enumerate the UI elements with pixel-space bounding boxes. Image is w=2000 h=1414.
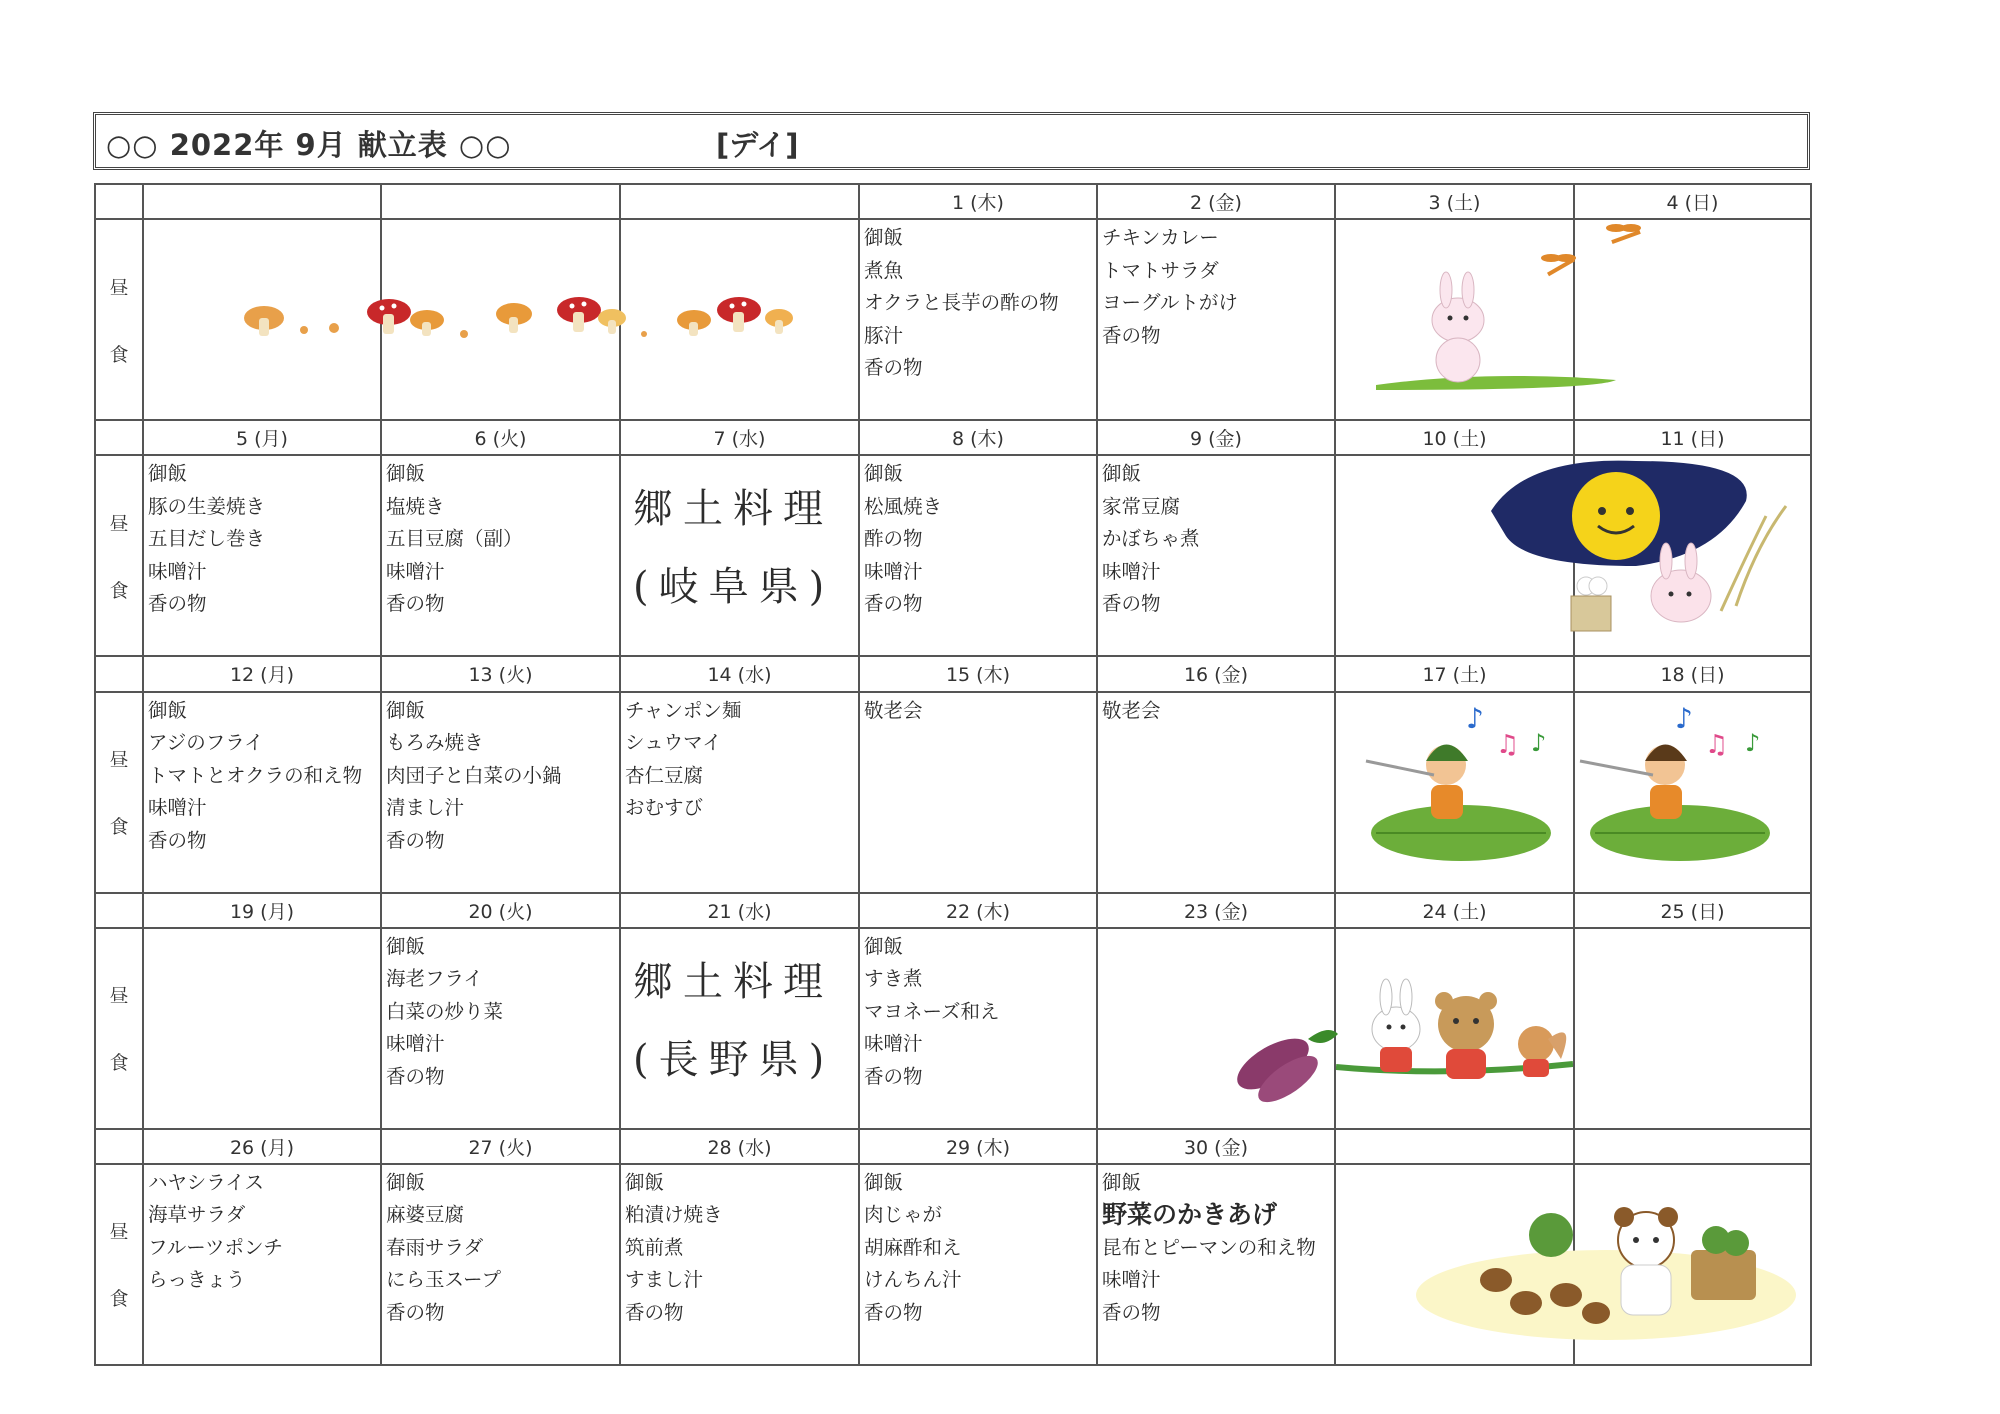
date-cell: 16 (金) (1097, 656, 1335, 691)
menu-item: 杏仁豆腐 (625, 763, 704, 787)
menu-cell (620, 219, 859, 420)
menu-item: 香の物 (864, 592, 923, 616)
date-cell: 30 (金) (1097, 1129, 1335, 1164)
date-cell: 26 (月) (143, 1129, 381, 1164)
menu-item: 味噌汁 (864, 559, 923, 583)
menu-item: アジのフライ (148, 731, 264, 755)
menu-item: 香の物 (625, 1300, 684, 1324)
menu-cell (1574, 219, 1811, 420)
menu-item: 家常豆腐 (1102, 494, 1181, 518)
svg-text:♫: ♫ (1496, 729, 1520, 760)
menu-cell (1574, 692, 1811, 893)
menu-item: 香の物 (148, 828, 207, 852)
menu-item: 香の物 (864, 1064, 923, 1088)
menu-item: シュウマイ (625, 731, 722, 755)
menu-cell (381, 455, 620, 656)
date-row (95, 420, 1811, 455)
menu-item: 香の物 (864, 356, 923, 380)
date-cell: 29 (木) (859, 1129, 1097, 1164)
menu-item: すまし汁 (625, 1268, 704, 1292)
menu-item: 御飯 (386, 462, 426, 486)
menu-item: 酢の物 (864, 527, 923, 551)
meal-row (95, 1164, 1811, 1365)
menu-item: 御飯 (386, 698, 426, 722)
menu-cell (620, 928, 859, 1129)
menu-cell (1335, 1164, 1574, 1365)
meal-label: 昼 食 (95, 928, 143, 1129)
menu-item: 御飯 (148, 698, 188, 722)
menu-item: マヨネーズ和え (864, 999, 1000, 1023)
menu-cell (1574, 928, 1811, 1129)
menu-item: 味噌汁 (1102, 1268, 1161, 1292)
meal-row (95, 219, 1811, 420)
menu-item: 御飯 (1102, 1170, 1142, 1194)
menu-item: 香の物 (148, 592, 207, 616)
meal-label: 昼 食 (95, 692, 143, 893)
menu-item: トマトサラダ (1102, 258, 1219, 282)
menu-item: 御飯 (625, 1170, 665, 1194)
menu-cell (1097, 455, 1335, 656)
menu-item: 粕漬け焼き (625, 1203, 723, 1227)
menu-cell (1574, 1164, 1811, 1365)
date-header-blank (95, 656, 143, 691)
menu-item: 海草サラダ (148, 1203, 246, 1227)
menu-item: 味噌汁 (386, 1032, 445, 1056)
menu-cell (381, 1164, 620, 1365)
menu-item: チャンポン麺 (625, 698, 742, 722)
menu-item: 五目だし巻き (148, 527, 266, 551)
menu-item: 敬老会 (1102, 698, 1161, 722)
menu-item: 御飯 (864, 226, 904, 250)
date-cell: 27 (火) (381, 1129, 620, 1164)
regional-cuisine-note: 郷土料理 (岐阜県) (633, 486, 835, 611)
menu-item: 香の物 (386, 828, 445, 852)
date-cell: 17 (土) (1335, 656, 1574, 691)
page-title: ○○ 2022年 9月 献立表 ○○ (106, 128, 512, 162)
menu-cell (1097, 1164, 1335, 1365)
menu-item: 香の物 (1102, 592, 1161, 616)
menu-item: 筑前煮 (625, 1235, 684, 1259)
menu-item: 味噌汁 (148, 559, 207, 583)
menu-cell (381, 219, 620, 420)
menu-item: 五目豆腐（副） (386, 527, 523, 551)
menu-item: 香の物 (1102, 323, 1161, 347)
menu-cell (1335, 692, 1574, 893)
menu-item: トマトとオクラの和え物 (148, 763, 363, 787)
date-cell: 7 (水) (620, 420, 859, 455)
menu-cell (620, 455, 859, 656)
menu-item: オクラと長芋の酢の物 (864, 291, 1059, 315)
menu-cell (1097, 928, 1335, 1129)
date-cell: 23 (金) (1097, 893, 1335, 928)
menu-item: 御飯 (386, 1170, 426, 1194)
menu-item: 香の物 (386, 1300, 445, 1324)
date-row (95, 1129, 1811, 1164)
menu-cell (381, 928, 620, 1129)
menu-item: 海老フライ (386, 967, 483, 991)
menu-cell (143, 1164, 381, 1365)
menu-item: 味噌汁 (1102, 559, 1161, 583)
date-cell: 18 (日) (1574, 656, 1811, 691)
date-cell: 5 (月) (143, 420, 381, 455)
menu-item: 御飯 (386, 934, 426, 958)
menu-cell (143, 455, 381, 656)
date-header-blank (95, 1129, 143, 1164)
menu-cell (859, 1164, 1097, 1365)
menu-item: 野菜のかきあげ (1102, 1200, 1278, 1230)
svg-text:♫: ♫ (1705, 729, 1729, 760)
menu-cell (1097, 219, 1335, 420)
date-cell: 2 (金) (1097, 184, 1335, 219)
menu-cell (1335, 928, 1574, 1129)
regional-cuisine-note: 郷土料理 (長野県) (633, 958, 835, 1083)
title-box (93, 112, 1810, 170)
date-cell: 28 (水) (620, 1129, 859, 1164)
music-note-icon (1675, 702, 1760, 760)
date-cell: 9 (金) (1097, 420, 1335, 455)
menu-item: 春雨サラダ (386, 1235, 484, 1259)
menu-item: 御飯 (864, 462, 904, 486)
menu-cell (859, 219, 1097, 420)
menu-item: 御飯 (148, 462, 188, 486)
date-row (95, 656, 1811, 691)
menu-item: 香の物 (386, 1064, 445, 1088)
menu-item: にら玉スープ (386, 1268, 502, 1292)
cricket-flute-illustration (1575, 693, 1812, 883)
menu-item: おむすび (625, 796, 704, 820)
menu-item: 昆布とピーマンの和え物 (1102, 1235, 1316, 1259)
date-cell: 21 (水) (620, 893, 859, 928)
svg-text:♪: ♪ (1745, 728, 1761, 757)
menu-item: 肉じゃが (864, 1203, 943, 1227)
cricket-flute-illustration (1356, 693, 1566, 883)
date-cell: 19 (月) (143, 893, 381, 928)
menu-calendar (94, 183, 1812, 1366)
menu-cell (859, 928, 1097, 1129)
date-row (95, 893, 1811, 928)
date-cell: 13 (火) (381, 656, 620, 691)
menu-cell (143, 219, 381, 420)
menu-item: けんちん汁 (864, 1268, 962, 1292)
menu-item: らっきょう (148, 1268, 246, 1292)
date-cell: 1 (木) (859, 184, 1097, 219)
menu-item: フルーツポンチ (148, 1235, 283, 1259)
menu-item: すき煮 (864, 967, 923, 991)
menu-item: 豚汁 (864, 323, 904, 347)
date-cell (381, 184, 620, 219)
date-cell (1574, 1129, 1811, 1164)
date-cell (143, 184, 381, 219)
menu-item: 味噌汁 (386, 559, 445, 583)
menu-item: 清まし汁 (386, 796, 465, 820)
meal-row (95, 455, 1811, 656)
date-cell (620, 184, 859, 219)
menu-item: 白菜の炒り菜 (386, 999, 504, 1023)
date-header-blank (95, 420, 143, 455)
date-cell: 6 (火) (381, 420, 620, 455)
menu-item: 御飯 (1102, 462, 1142, 486)
menu-item: ハヤシライス (148, 1170, 265, 1194)
date-cell: 10 (土) (1335, 420, 1574, 455)
date-cell: 14 (水) (620, 656, 859, 691)
music-note-icon (1466, 702, 1546, 760)
meal-row (95, 692, 1811, 893)
date-cell: 22 (木) (859, 893, 1097, 928)
menu-item: 香の物 (1102, 1300, 1161, 1324)
menu-item: 御飯 (864, 934, 904, 958)
meal-label: 昼 食 (95, 219, 143, 420)
menu-cell (1335, 219, 1574, 420)
date-cell: 8 (木) (859, 420, 1097, 455)
menu-item: 香の物 (386, 592, 445, 616)
menu-cell (620, 1164, 859, 1365)
meal-row (95, 928, 1811, 1129)
menu-item: もろみ焼き (386, 731, 484, 755)
menu-item: 肉団子と白菜の小鍋 (386, 763, 562, 787)
menu-item: ヨーグルトがけ (1102, 291, 1238, 315)
sweet-potato-illustration (1228, 1009, 1338, 1109)
menu-item: 味噌汁 (148, 796, 207, 820)
svg-text:♪: ♪ (1675, 701, 1693, 735)
date-cell: 12 (月) (143, 656, 381, 691)
date-header-blank (95, 893, 143, 928)
date-cell: 15 (木) (859, 656, 1097, 691)
menu-item: 塩焼き (386, 494, 445, 518)
menu-item: 御飯 (864, 1170, 904, 1194)
menu-item: 敬老会 (864, 698, 923, 722)
menu-cell (859, 455, 1097, 656)
svg-text:♪: ♪ (1466, 701, 1484, 735)
menu-cell (1097, 692, 1335, 893)
date-cell: 20 (火) (381, 893, 620, 928)
menu-cell (381, 692, 620, 893)
date-cell: 3 (土) (1335, 184, 1574, 219)
menu-item: 味噌汁 (864, 1032, 923, 1056)
menu-cell (1335, 455, 1574, 656)
date-cell: 11 (日) (1574, 420, 1811, 455)
menu-cell (859, 692, 1097, 893)
date-row (95, 184, 1811, 219)
meal-label: 昼 食 (95, 455, 143, 656)
menu-item: 松風焼き (864, 494, 943, 518)
menu-item: 麻婆豆腐 (386, 1203, 465, 1227)
menu-item: 煮魚 (864, 258, 904, 282)
date-header-blank (95, 184, 143, 219)
menu-cell (620, 692, 859, 893)
date-cell: 24 (土) (1335, 893, 1574, 928)
menu-cell (143, 692, 381, 893)
svg-text:♪: ♪ (1531, 728, 1547, 757)
menu-item: かぼちゃ煮 (1102, 527, 1200, 551)
menu-cell (1574, 455, 1811, 656)
date-cell: 4 (日) (1574, 184, 1811, 219)
menu-cell (143, 928, 381, 1129)
date-cell: 25 (日) (1574, 893, 1811, 928)
title-tag: [デイ] (716, 128, 799, 162)
meal-label: 昼 食 (95, 1164, 143, 1365)
menu-item: 胡麻酢和え (864, 1235, 962, 1259)
menu-item: 香の物 (864, 1300, 923, 1324)
menu-item: 豚の生姜焼き (148, 494, 266, 518)
animals-harvest-illustration (1336, 949, 1573, 1119)
date-cell (1335, 1129, 1574, 1164)
menu-item: チキンカレー (1102, 226, 1219, 250)
